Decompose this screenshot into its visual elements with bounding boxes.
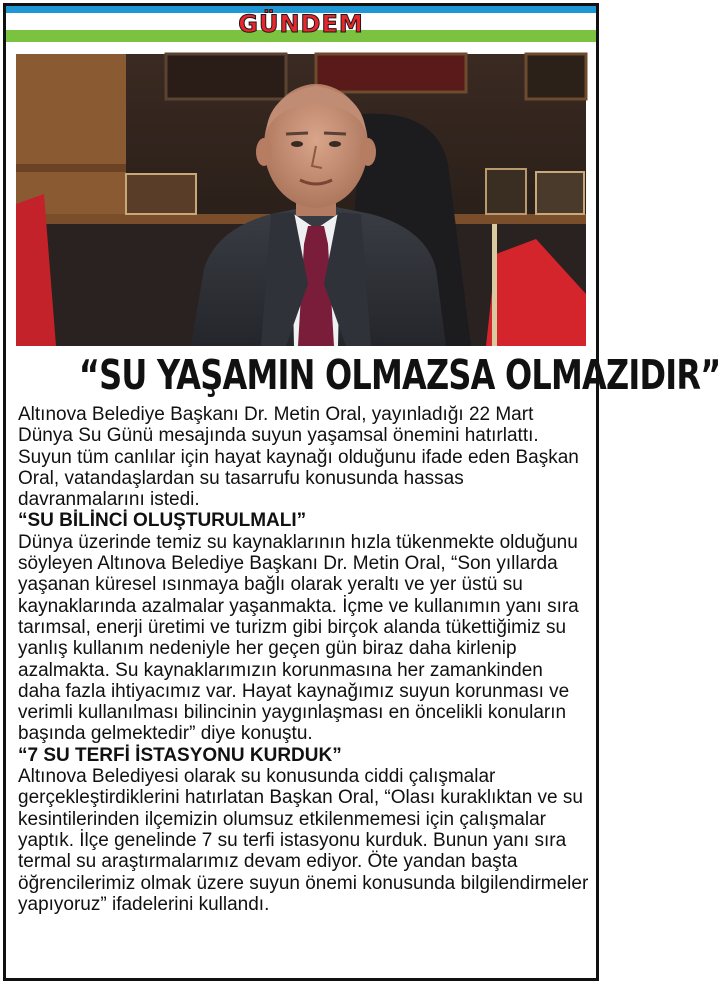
portrait-illustration	[16, 54, 586, 346]
section-title: GÜNDEM	[238, 10, 364, 38]
article-body	[18, 404, 590, 915]
paragraph-2: Altınova Belediyesi olarak su konusunda ciddi çalışmalar gerçekleştirdiklerini hatırlatan Başkan Oral, “Olası kuraklıktan ve su kesintilerinden ilçemizin olumsuz etkilenmemesi için çalışmalar yaptık. İlçe genelinde 7 su terfi istasyonu kurduk. Bunun yanı sıra termal su araştırmalarımız devam ediyor. Öte yandan başta öğrencilerimiz olmak üzere suyun önemi konusunda bilgilendirmeler yapıyoruz” ifadelerini kullandı.	[18, 766, 589, 915]
subheading-2: “7 SU TERFİ İSTASYONU KURDUK”	[18, 744, 342, 766]
headline: “SU YAŞAMIN OLMAZSA OLMAZIDIR”	[78, 351, 720, 399]
news-clipping	[3, 3, 720, 981]
mayor-photo	[16, 54, 586, 346]
paragraph-1: Dünya üzerinde temiz su kaynaklarının hızla tükenmekte olduğunu söyleyen Altınova Belediye Başkanı Dr. Metin Oral, “Son yıllarda yaşanan küresel ısınmaya bağlı olarak yeraltı ve yer üstü su kaynaklarında azalmalar yaşanmakta. İçme ve kullanımın yanı sıra tarımsal, enerji üretimi ve turizm gibi birçok alanda tükettiğimiz su yanlış kullanım nedeniyle her geçen gün biraz daha kirlenip azalmakta. Su kaynaklarımızın korunmasına her zamankinden daha fazla ihtiyacımız var. Hayat kaynağımız suyun korunması ve verimli kullanılması bilincinin yaygınlaşması en öncelikli konuların başında gelmektedir” diye konuştu.	[18, 531, 579, 745]
intro-paragraph: Altınova Belediye Başkanı Dr. Metin Oral, yayınladığı 22 Mart Dünya Su Günü mesajında suyun yaşamsal önemini hatırlattı. Suyun tüm canlılar için hayat kaynağı olduğunu ifade eden Başkan Oral, vatandaşlardan su tasarrufu konusunda hassas davranmalarını istedi.	[18, 404, 579, 511]
subheading-1: “SU BİLİNCİ OLUŞTURULMALI”	[18, 510, 307, 532]
